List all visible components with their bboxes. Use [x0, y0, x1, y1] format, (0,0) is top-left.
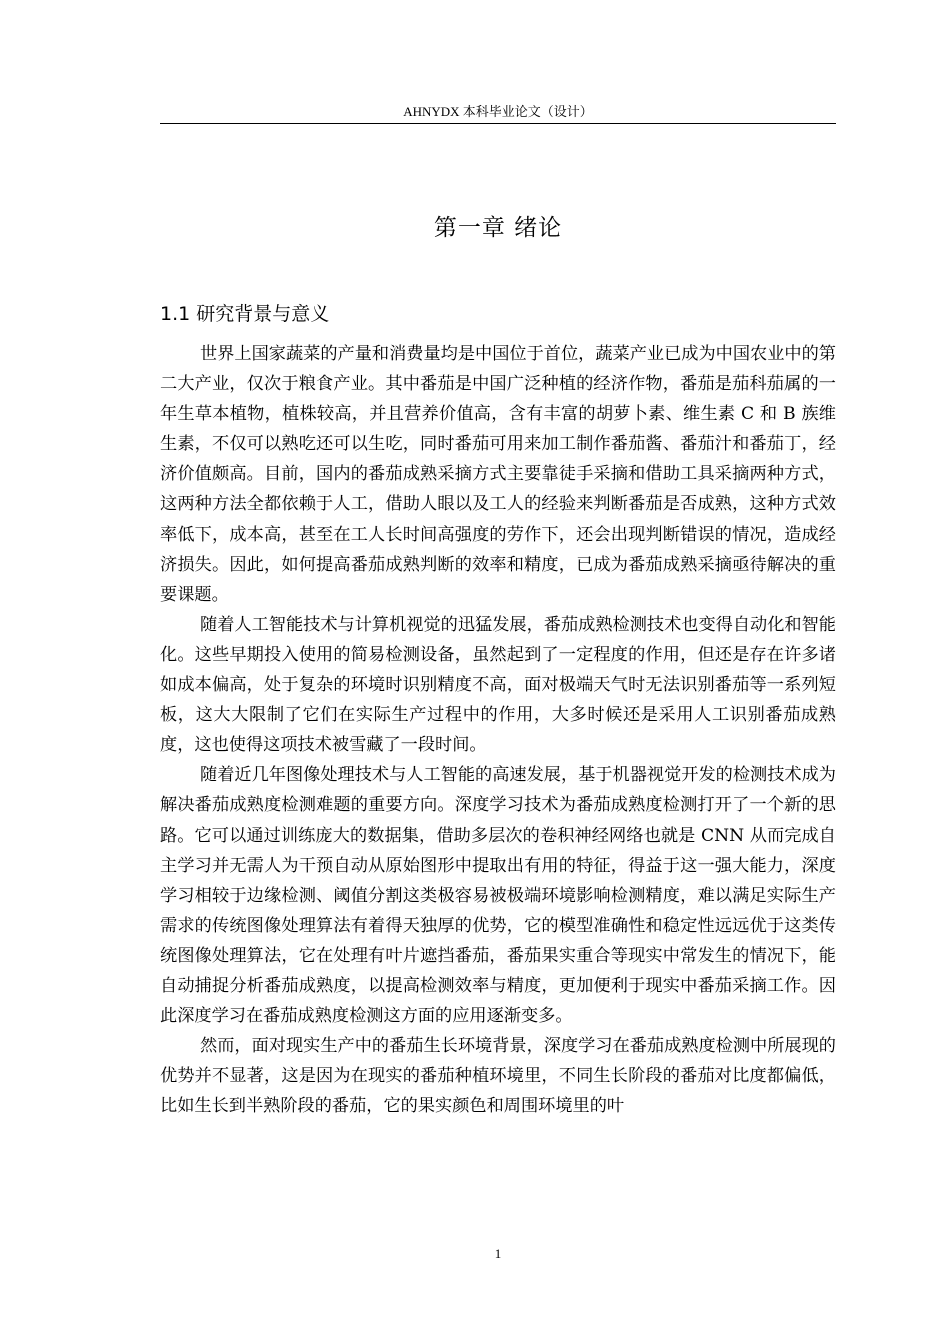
body-paragraph: 随着近几年图像处理技术与人工智能的高速发展，基于机器视觉开发的检测技术成为解决番茄成熟度检测难题的重要方向。深度学习技术为番茄成熟度检测打开了一个新的思路。它可以通过训练庞大的数据集，借助多层次的卷积神经网络也就是 CNN 从而完成自主学习并无需人为干预自动从原始图形中提取出有用的特征，得益于这一强大能力，深度学习相较于边缘检测、阈值分割这类极容易被极端环境影响检测精度，难以满足实际生产需求的传统图像处理算法有着得天独厚的优势，它的模型准确性和稳定性远远优于这类传统图像处理算法，它在处理有叶片遮挡番茄，番茄果实重合等现实中常发生的情况下，能自动捕捉分析番茄成熟度，以提高检测效率与精度，更加便利于现实中番茄采摘工作。因此深度学习在番茄成熟度检测这方面的应用逐渐变多。 — [160, 765, 836, 1027]
body-paragraph: 随着人工智能技术与计算机视觉的迅猛发展，番茄成熟检测技术也变得自动化和智能化。这些早期投入使用的简易检测设备，虽然起到了一定程度的作用，但还是存在许多诸如成本偏高，处于复杂的环境时识别精度不高，面对极端天气时无法识别番茄等一系列短板，这大大限制了它们在实际生产过程中的作用，大多时候还是采用人工识别番茄成熟度，这也使得这项技术被雪藏了一段时间。 — [160, 614, 836, 756]
body-paragraph: 然而，面对现实生产中的番茄生长环境背景，深度学习在番茄成熟度检测中所展现的优势并不显著，这是因为在现实的番茄种植环境里，不同生长阶段的番茄对比度都偏低，比如生长到半熟阶段的番茄，它的果实颜色和周围环境里的叶 — [160, 1036, 836, 1117]
page-number: 1 — [494, 1246, 502, 1261]
body-paragraph: 世界上国家蔬菜的产量和消费量均是中国位于首位，蔬菜产业已成为中国农业中的第二大产业，仅次于粮食产业。其中番茄是中国广泛种植的经济作物，番茄是茄科茄属的一年生草本植物，植株较高，并且营养价值高，含有丰富的胡萝卜素、维生素 C 和 B 族维生素，不仅可以熟吃还可以生吃，同时番茄可用来加工制作番茄酱、番茄汁和番茄丁，经济价值颇高。目前，国内的番茄成熟采摘方式主要靠徒手采摘和借助工具采摘两种方式，这两种方法全都依赖于人工，借助人眼以及工人的经验来判断番茄是否成熟，这种方式效率低下，成本高，甚至在工人长时间高强度的劳作下，还会出现判断错误的情况，造成经济损失。因此，如何提高番茄成熟判断的效率和精度，已成为番茄成熟采摘亟待解决的重要课题。 — [160, 344, 836, 605]
chapter-title: 第一章 绪论 — [433, 215, 563, 241]
body-text — [160, 339, 836, 1121]
header-divider — [160, 123, 836, 124]
section-heading: 1.1 研究背景与意义 — [160, 303, 330, 325]
running-header: AHNYDX 本科毕业论文（设计） — [403, 104, 593, 119]
